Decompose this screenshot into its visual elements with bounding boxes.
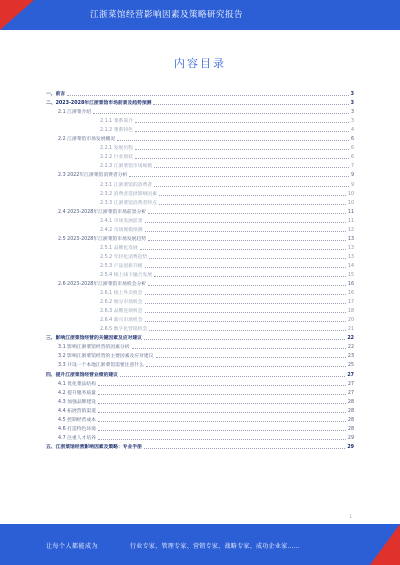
toc-entry[interactable] bbox=[46, 224, 354, 233]
toc-entry-title: 2.5.3 产品创新升级 bbox=[100, 263, 143, 269]
toc-entry-title: 2.1.1 菜系简介 bbox=[100, 119, 133, 125]
toc-entry-page: 13 bbox=[347, 254, 354, 260]
toc-leader-dots bbox=[145, 267, 346, 268]
toc-entry-title: 2.2.1 发展历程 bbox=[100, 146, 133, 152]
toc-entry-page: 28 bbox=[347, 399, 354, 405]
toc-entry[interactable] bbox=[46, 206, 354, 215]
toc-leader-dots bbox=[145, 303, 346, 304]
toc-entry-title: 2.6 2023-2028年江浙菜馆市场机会分析 bbox=[58, 282, 147, 288]
toc-entry-title: 2.3.2 消费者选择影响因素 bbox=[100, 191, 157, 197]
toc-entry[interactable] bbox=[46, 359, 354, 368]
toc-leader-dots bbox=[135, 131, 349, 132]
toc-leader-dots bbox=[148, 240, 346, 241]
toc-leader-dots bbox=[146, 366, 346, 367]
toc-leader-dots bbox=[148, 213, 346, 214]
toc-entry-page: 23 bbox=[347, 354, 354, 360]
toc-entry-page: 3 bbox=[350, 101, 354, 107]
toc-entry-page: 7 bbox=[350, 164, 354, 170]
toc-entry-title: 3.3 开设一个本地江浙菜馆需要注意什么 bbox=[58, 363, 144, 369]
toc-entry-page: 18 bbox=[347, 309, 354, 315]
toc-entry-page: 6 bbox=[350, 146, 354, 152]
toc-entry-page: 28 bbox=[347, 408, 354, 414]
toc-entry-page: 16 bbox=[347, 282, 354, 288]
toc-entry-page: 28 bbox=[347, 417, 354, 423]
toc-entry[interactable] bbox=[46, 387, 354, 396]
toc-leader-dots bbox=[159, 195, 346, 196]
toc-leader-dots bbox=[159, 204, 346, 205]
toc-entry[interactable] bbox=[46, 305, 354, 314]
toc-leader-dots bbox=[153, 104, 348, 105]
toc-entry-title: 2.6.4 新兴市场机会 bbox=[100, 318, 143, 324]
toc-entry-title: 五、江浙菜馆经营影响因素及策略：专业手册 bbox=[46, 444, 142, 450]
toc-entry-title: 三、影响江浙菜馆经营的关键因素及应对建议 bbox=[46, 336, 142, 342]
toc-entry-title: 2.4.1 市场发展前景 bbox=[100, 218, 143, 224]
toc-entry-page: 11 bbox=[347, 218, 354, 224]
toc-leader-dots bbox=[145, 222, 346, 223]
toc-entry-page: 9 bbox=[350, 182, 354, 188]
toc-entry-page: 3 bbox=[350, 92, 354, 98]
footer-slogan-left: 让每个人都能成为 bbox=[46, 543, 99, 550]
toc-entry[interactable] bbox=[46, 88, 354, 97]
toc-leader-dots bbox=[132, 348, 346, 349]
toc-entry-page: 27 bbox=[347, 390, 354, 396]
toc-entry-page: 13 bbox=[347, 236, 354, 242]
toc-entry-page: 25 bbox=[347, 363, 354, 369]
toc-entry[interactable] bbox=[46, 197, 354, 206]
toc-entry[interactable] bbox=[46, 160, 354, 169]
toc-entry-title: 2.3.3 江浙菜馆消费者特点 bbox=[100, 200, 157, 206]
footer-red-corner bbox=[370, 524, 400, 565]
toc-entry[interactable] bbox=[46, 124, 354, 133]
toc-entry[interactable] bbox=[46, 233, 354, 242]
header-red-corner bbox=[0, 0, 34, 30]
toc-leader-dots bbox=[145, 321, 346, 322]
toc-leader-dots bbox=[154, 276, 346, 277]
toc-leader-dots bbox=[120, 376, 345, 377]
toc-entry[interactable] bbox=[46, 215, 354, 224]
page-footer bbox=[0, 524, 400, 565]
toc-leader-dots bbox=[145, 231, 346, 232]
toc-entry[interactable] bbox=[46, 106, 354, 115]
toc-entry-page: 29 bbox=[347, 444, 354, 450]
toc-leader-dots bbox=[144, 339, 345, 340]
toc-entry-title: 二、2023-2028年江浙菜馆市场前景及趋势预测 bbox=[46, 101, 152, 107]
toc-entry-page: 12 bbox=[347, 227, 354, 233]
toc-leader-dots bbox=[98, 403, 346, 404]
toc-entry[interactable] bbox=[46, 323, 354, 332]
toc-entry-title: 2.4.2 市场规模预测 bbox=[100, 227, 143, 233]
toc-entry[interactable] bbox=[46, 178, 354, 187]
toc-entry[interactable] bbox=[46, 441, 354, 450]
toc-entry-title: 2.5 2023-2028年江浙菜馆市场发展趋势 bbox=[58, 236, 147, 242]
header-title: 江浙菜馆经营影响因素及策略研究报告 bbox=[90, 10, 244, 20]
toc-entry-page: 27 bbox=[347, 372, 354, 378]
toc-entry-title: 2.6.1 线上外卖机会 bbox=[100, 291, 143, 297]
toc-entry-page: 15 bbox=[347, 272, 354, 278]
toc-heading: 内容目录 bbox=[174, 57, 226, 70]
toc-entry-page: 10 bbox=[347, 200, 354, 206]
toc-leader-dots bbox=[98, 430, 346, 431]
toc-entry[interactable] bbox=[46, 260, 354, 269]
toc-entry[interactable] bbox=[46, 251, 354, 260]
toc-entry-title: 2.5.1 品牌化发展 bbox=[100, 245, 138, 251]
toc-entry-title: 3.2 影响江浙菜馆经营的主要因素及应对建议 bbox=[58, 354, 154, 360]
toc-entry[interactable] bbox=[46, 142, 354, 151]
toc-entry-title: 一、前言 bbox=[46, 92, 66, 98]
toc-entry-page: 14 bbox=[347, 263, 354, 269]
toc-entry[interactable] bbox=[46, 169, 354, 178]
toc-entry-page: 22 bbox=[347, 336, 354, 342]
toc-entry[interactable] bbox=[46, 368, 354, 377]
toc-entry[interactable] bbox=[46, 115, 354, 124]
toc-entry[interactable] bbox=[46, 133, 354, 142]
toc-entry[interactable] bbox=[46, 396, 354, 405]
toc-entry-title: 4.6 打造特色环境 bbox=[58, 426, 96, 432]
toc-entry-title: 2.3.1 江浙菜馆的消费者 bbox=[100, 182, 153, 188]
toc-entry[interactable] bbox=[46, 269, 354, 278]
toc-entry-page: 3 bbox=[350, 119, 354, 125]
toc-entry-page: 6 bbox=[350, 155, 354, 161]
toc-entry-page: 22 bbox=[347, 345, 354, 351]
toc-entry-page: 27 bbox=[347, 381, 354, 387]
toc-entry-title: 2.2 江浙菜馆市场发展概况 bbox=[58, 137, 116, 143]
toc-entry-page: 3 bbox=[350, 110, 354, 116]
toc-entry[interactable] bbox=[46, 287, 354, 296]
toc-entry-title: 2.4 2023-2028年江浙菜馆市场前景分析 bbox=[58, 209, 147, 215]
toc-entry-title: 4.3 加强品牌建设 bbox=[58, 399, 96, 405]
toc-entry[interactable] bbox=[46, 432, 354, 441]
toc-leader-dots bbox=[93, 113, 349, 114]
toc-leader-dots bbox=[145, 312, 346, 313]
toc-entry-title: 4.7 注重人才培养 bbox=[58, 435, 96, 441]
toc-entry[interactable] bbox=[46, 332, 354, 341]
table-of-contents bbox=[46, 88, 354, 450]
toc-leader-dots bbox=[154, 186, 349, 187]
toc-entry-title: 2.6.5 数字化营销机会 bbox=[100, 327, 148, 333]
toc-entry-page: 10 bbox=[347, 191, 354, 197]
footer-slogan-right: 行业专家、管理专家、营销专家、战略专家、成功企业家…… bbox=[130, 543, 301, 550]
toc-entry-page: 21 bbox=[347, 327, 354, 333]
toc-entry[interactable] bbox=[46, 350, 354, 359]
toc-leader-dots bbox=[98, 439, 346, 440]
toc-leader-dots bbox=[98, 394, 346, 395]
toc-entry[interactable] bbox=[46, 341, 354, 350]
toc-entry-title: 2.2.3 江浙菜馆市场规模 bbox=[100, 164, 153, 170]
toc-leader-dots bbox=[129, 176, 349, 177]
toc-entry-page: 29 bbox=[347, 435, 354, 441]
toc-entry-title: 4.1 优化菜品结构 bbox=[58, 381, 96, 387]
toc-entry-page: 6 bbox=[350, 137, 354, 143]
toc-entry-page: 9 bbox=[350, 173, 354, 179]
toc-entry-title: 3.1 影响江浙菜馆经营的因素分析 bbox=[58, 345, 130, 351]
toc-leader-dots bbox=[156, 357, 346, 358]
toc-entry[interactable] bbox=[46, 278, 354, 287]
toc-leader-dots bbox=[144, 448, 345, 449]
toc-entry[interactable] bbox=[46, 423, 354, 432]
toc-leader-dots bbox=[135, 122, 349, 123]
toc-entry-title: 2.5.4 线上线下融合发展 bbox=[100, 272, 153, 278]
toc-leader-dots bbox=[117, 140, 349, 141]
toc-entry-page: 28 bbox=[347, 426, 354, 432]
toc-entry-page: 13 bbox=[347, 245, 354, 251]
toc-entry-title: 2.2.2 行业现状 bbox=[100, 155, 133, 161]
toc-leader-dots bbox=[140, 249, 346, 250]
toc-leader-dots bbox=[135, 158, 349, 159]
toc-entry-page: 20 bbox=[347, 318, 354, 324]
toc-entry[interactable] bbox=[46, 414, 354, 423]
toc-entry-title: 2.3 2022年江浙菜馆消费者分析 bbox=[58, 173, 128, 179]
toc-entry-title: 2.1.2 菜系特色 bbox=[100, 128, 133, 134]
toc-leader-dots bbox=[145, 294, 346, 295]
toc-entry-page: 17 bbox=[347, 300, 354, 306]
toc-entry[interactable] bbox=[46, 188, 354, 197]
toc-entry[interactable] bbox=[46, 151, 354, 160]
toc-leader-dots bbox=[98, 412, 346, 413]
toc-entry-title: 4.4 拓展营销渠道 bbox=[58, 408, 96, 414]
toc-leader-dots bbox=[149, 258, 346, 259]
toc-entry[interactable] bbox=[46, 378, 354, 387]
page-header bbox=[0, 0, 400, 30]
toc-leader-dots bbox=[98, 385, 346, 386]
toc-entry[interactable] bbox=[46, 97, 354, 106]
toc-entry-title: 4.5 控制经营成本 bbox=[58, 417, 96, 423]
toc-entry-title: 2.1 江浙菜介绍 bbox=[58, 110, 92, 116]
toc-entry-title: 4.2 提升服务质量 bbox=[58, 390, 96, 396]
toc-entry-title: 四、提升江浙菜馆经营业绩的建议 bbox=[46, 372, 118, 378]
toc-entry-page: 4 bbox=[350, 128, 354, 134]
toc-leader-dots bbox=[148, 285, 346, 286]
toc-leader-dots bbox=[67, 95, 348, 96]
toc-entry-title: 2.5.2 年轻化消费趋势 bbox=[100, 254, 148, 260]
toc-entry-title: 2.6.2 细分市场机会 bbox=[100, 300, 143, 306]
toc-entry-page: 11 bbox=[347, 209, 354, 215]
page-number: 1 bbox=[349, 514, 352, 519]
toc-entry[interactable] bbox=[46, 314, 354, 323]
toc-leader-dots bbox=[154, 167, 349, 168]
toc-entry-page: 16 bbox=[347, 291, 354, 297]
toc-leader-dots bbox=[98, 421, 346, 422]
toc-leader-dots bbox=[135, 149, 349, 150]
toc-entry-title: 2.6.3 品牌连锁机会 bbox=[100, 309, 143, 315]
toc-entry[interactable] bbox=[46, 242, 354, 251]
toc-entry[interactable] bbox=[46, 296, 354, 305]
toc-leader-dots bbox=[149, 330, 346, 331]
toc-entry[interactable] bbox=[46, 405, 354, 414]
